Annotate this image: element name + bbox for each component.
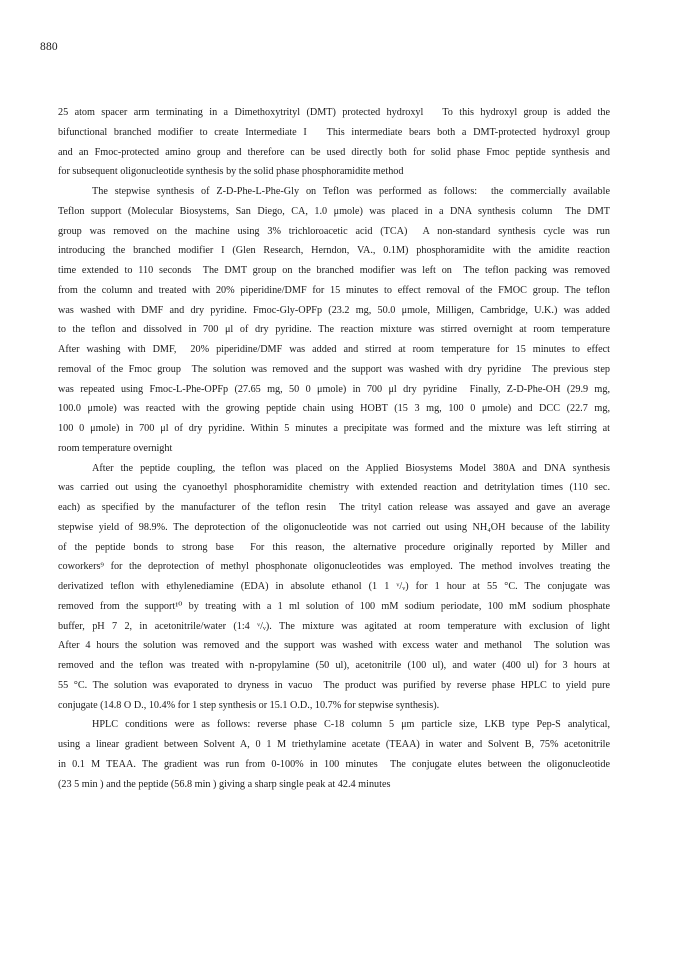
text-line: 55 °C. The solution was evaporated to dryness in vacuo The product was purified by reverse phase HPLC to yield pure [58,679,610,691]
text-line: After 4 hours the solution was removed and the support was washed with excess water and methanol The solution was [58,640,610,652]
text-line: in 0.1 M TEAA. The gradient was run from 0-100% in 100 minutes The conjugate elutes between the oligonucleotide [58,758,610,770]
text-line: HPLC conditions were as follows: reverse phase C-18 column 5 μm particle size, LKB type Pep-S analytical, [92,719,610,731]
text-line: The stepwise synthesis of Z-D-Phe-L-Phe-Gly on Teflon was performed as follows: the commercially available [92,186,610,197]
text-line: to the teflon and dissolved in 700 μl of dry pyridine. The reaction mixture was stirred overnight at room temperature [58,324,610,336]
text-line: room temperature overnight [58,442,173,454]
text-line: derivatized teflon with ethylenediamine (EDA) in absolute ethanol (1 1 ᵛ/ᵥ) for 1 hour at 55 °C. The conjugate was [58,581,610,592]
text-line: After washing with DMF, 20% piperidine/DMF was added and stirred at room temperature for 15 minutes to effect [58,344,610,355]
text-line: removed from the support¹⁰ by treating with a 1 ml solution of 100 mM sodium periodate, 100 mM sodium phosphate [58,600,610,612]
text-line: Teflon support (Molecular Biosystems, San Diego, CA, 1.0 μmole) was placed in a DNA synthesis column The DMT [58,205,610,217]
text-line: using a linear gradient between Solvent A, 0 1 M triethylamine acetate (TEAA) in water and Solvent B, 75% acetonitrile [58,739,610,750]
text-line: removed and the teflon was treated with n-propylamine (50 ul), acetonitrile (100 ul), and water (400 ul) for 3 hours at [58,660,610,671]
text-line: bifunctional branched modifier to create Intermediate I This intermediate bears both a DMT-protected hydroxyl group [58,126,610,138]
text-line: conjugate (14.8 O D., 10.4% for 1 step synthesis or 15.1 O.D., 10.7% for stepwise synthesis). [58,699,440,711]
paragraph [58,459,610,716]
paragraph [58,103,610,182]
text-line: of the peptide bonds to strong base For this reason, the alternative procedure originally reported by Miller and [58,541,610,553]
text-line: coworkers⁹ for the deprotection of methyl phosphonate oligonucleotides was employed. The method involves treating the [58,561,610,573]
text-line: removal of the Fmoc group The solution was removed and the support was washed with dry pyridine The previous step [58,363,610,375]
body-text [58,103,610,794]
text-line: from the column and treated with 20% piperidine/DMF for 15 minutes to effect removal of the FMOC group. The teflon [58,284,610,296]
text-line: buffer, pH 7 2, in acetonitrile/water (1:4 ᵛ/ᵥ). The mixture was agitated at room temperature with exclusion of light [58,620,610,632]
text-line: each) as specified by the manufacturer of the teflon resin The trityl cation release was assayed and gave an average [58,502,610,513]
text-line: stepwise yield of 98.9%. The deprotection of the oligonucleotide was not carried out using NH₄OH because of the lability [58,521,610,533]
text-line: 100 0 μmole) in 700 μl of dry pyridine. Within 5 minutes a precipitate was formed and the mixture was left stirring at [58,423,610,434]
text-line: was washed with DMF and dry pyridine. Fmoc-Gly-OPFp (23.2 mg, 50.0 μmole, Milligen, Cambridge, U.K.) was added [58,304,610,316]
text-line: (23 5 min ) and the peptide (56.8 min ) giving a sharp single peak at 42.4 minutes [58,778,391,790]
text-line: was repeated using Fmoc-L-Phe-OPFp (27.65 mg, 50 0 μmole) in 700 μl dry pyridine Finally, Z-D-Phe-OH (29.9 mg, [58,383,610,395]
paragraph [58,182,610,459]
page-number: 880 [40,41,58,53]
text-line: group was removed on the machine using 3% trichloroacetic acid (TCA) A non-standard synthesis cycle was run [58,225,610,237]
text-line: and an Fmoc-protected amino group and therefore can be used directly both for solid phase Fmoc peptide synthesis and [58,146,610,158]
text-line: introducing the branched modifier I (Glen Research, Herndon, VA., 0.1M) phosphoramidite with the amidite reaction [58,245,610,257]
text-line: 100.0 μmole) was reacted with the growing peptide chain using HOBT (15 3 mg, 100 0 μmole) and DCC (22.7 mg, [58,403,610,415]
text-line: 25 atom spacer arm terminating in a Dimethoxytrityl (DMT) protected hydroxyl To this hydroxyl group is added the [58,107,610,118]
text-line: for subsequent oligonucleotide synthesis by the solid phase phosphoramidite method [58,166,404,178]
text-line: was carried out using the cyanoethyl phosphoramidite chemistry with extended reaction and detritylation times (110 sec. [58,482,610,494]
text-line: time extended to 110 seconds The DMT group on the branched modifier was left on The teflon packing was removed [58,265,610,276]
text-line: After the peptide coupling, the teflon was placed on the Applied Biosystems Model 380A and DNA synthesis [92,462,610,474]
paragraph [58,715,610,794]
